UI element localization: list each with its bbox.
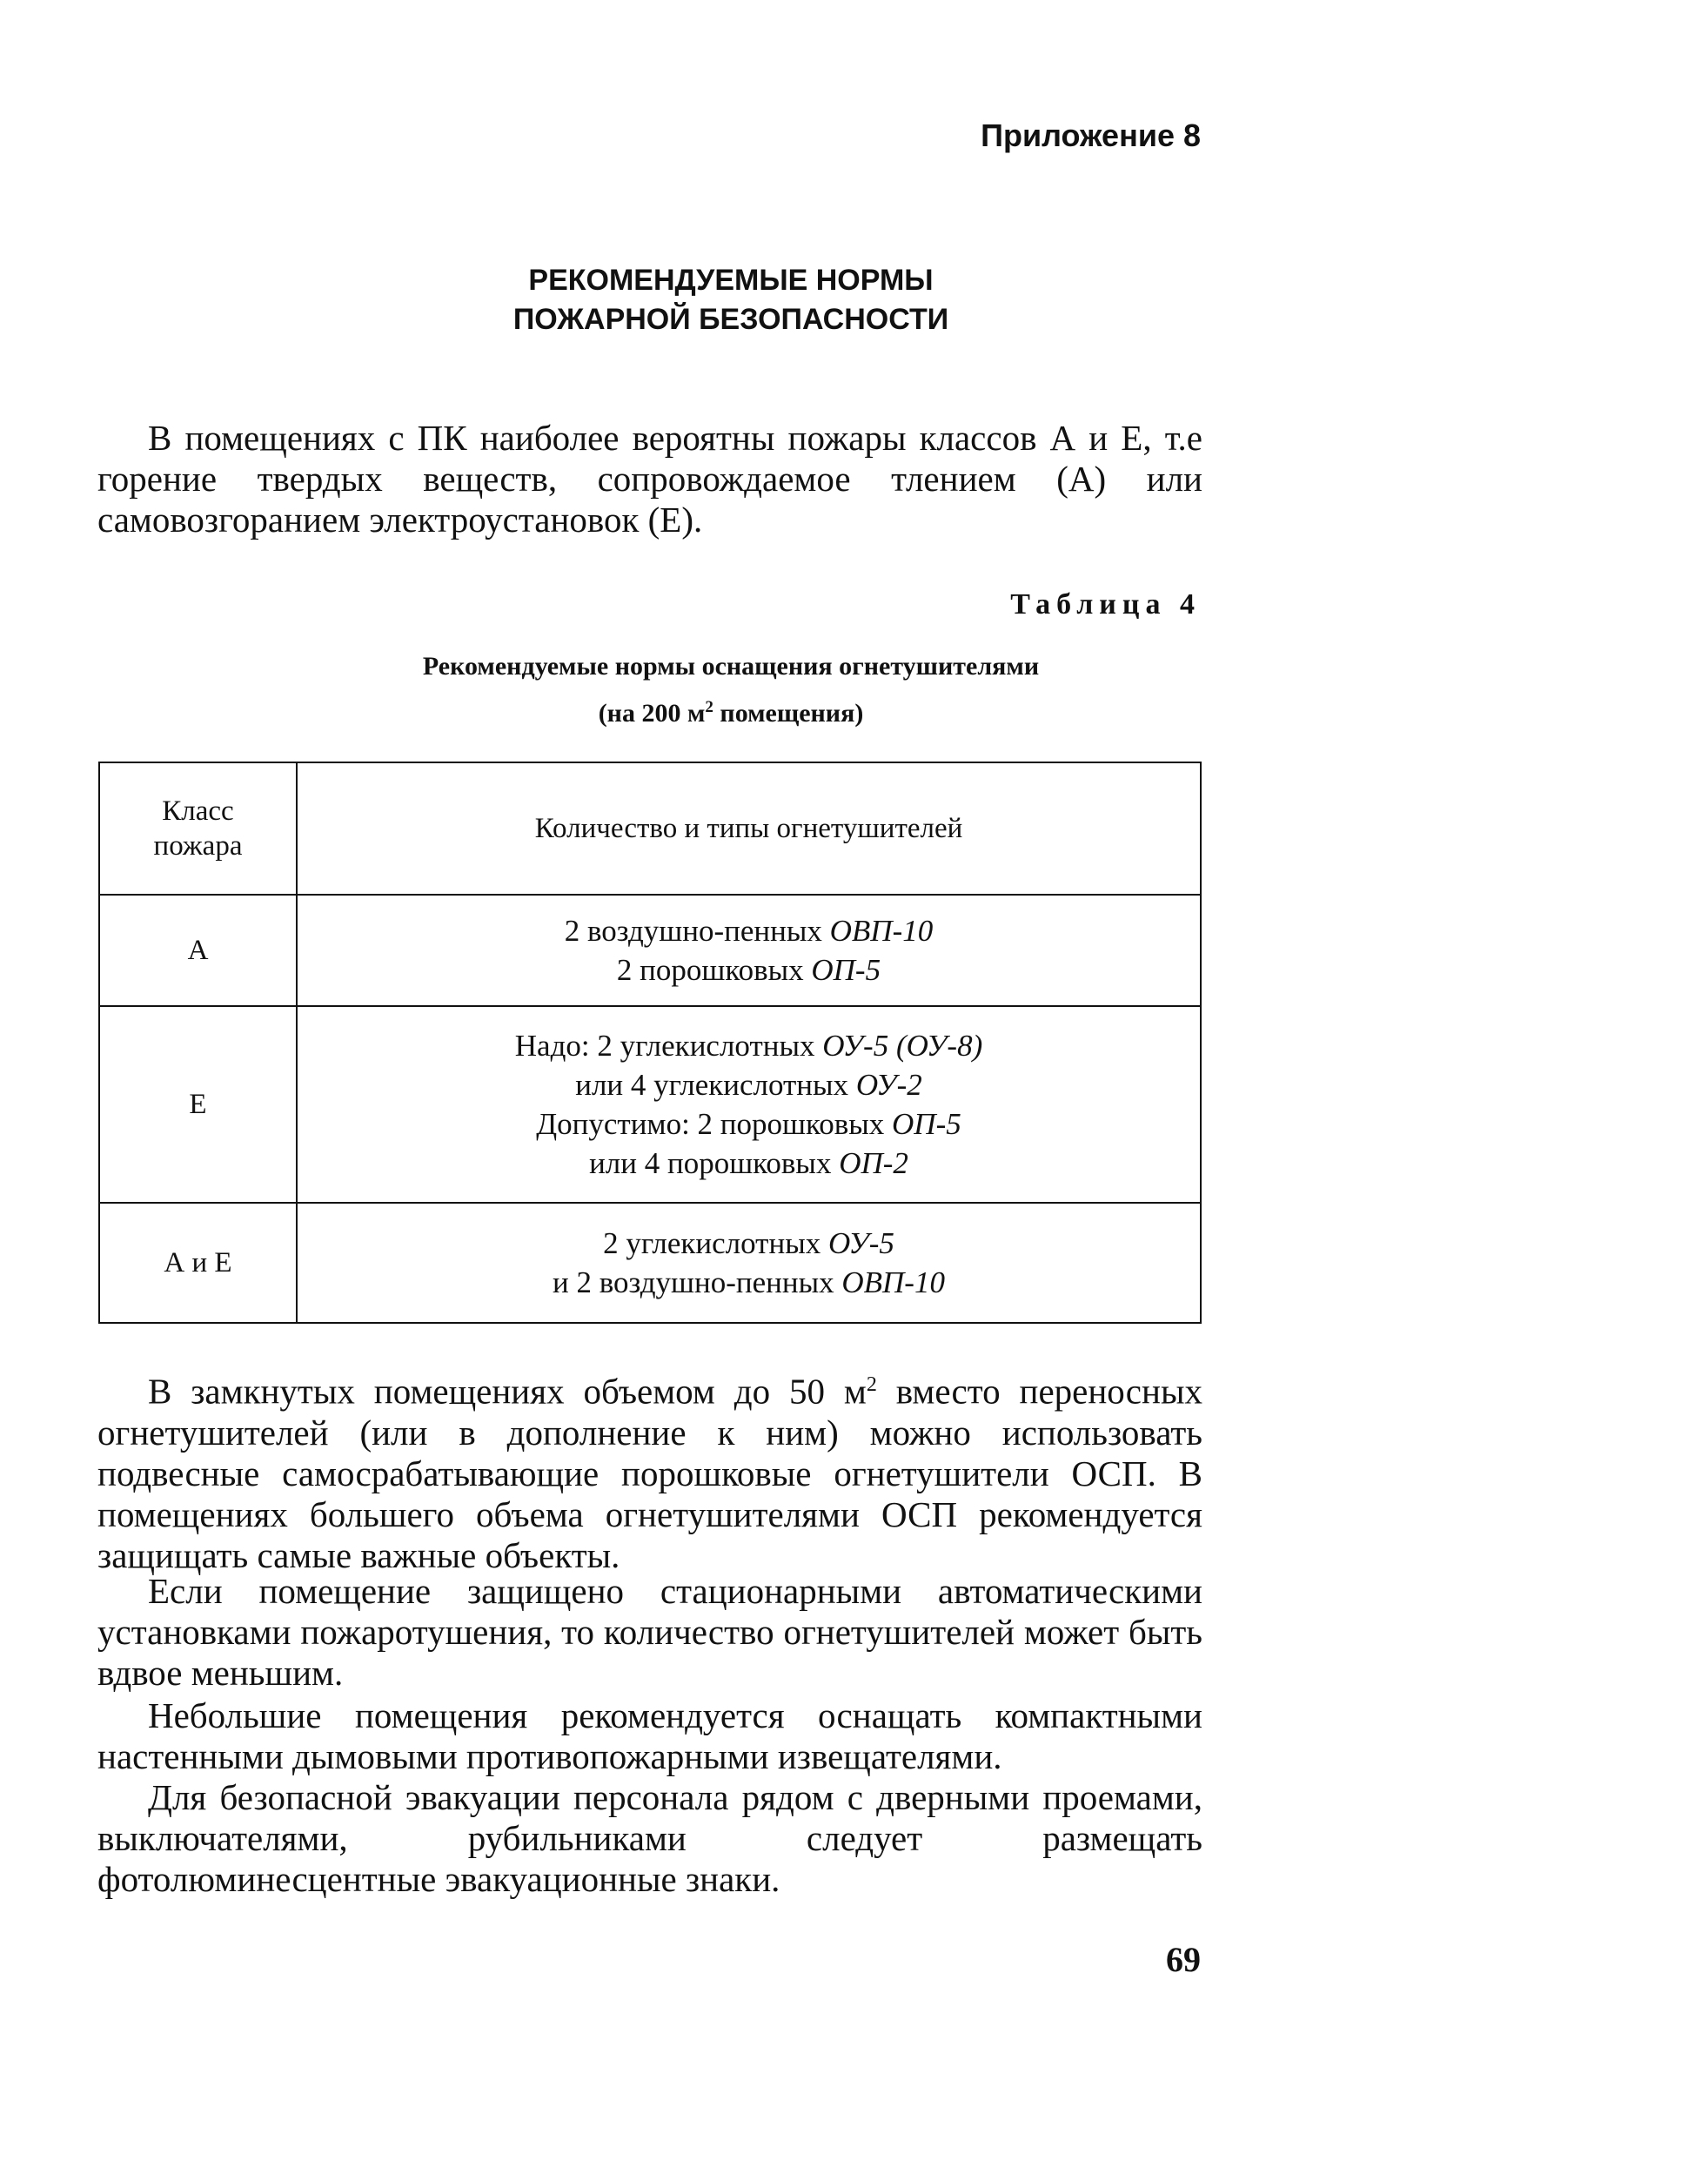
extinguisher-line	[298, 1144, 1200, 1183]
extinguisher-line	[298, 1263, 1200, 1302]
extinguisher-cell	[297, 1203, 1201, 1323]
extinguisher-type: ОВП-10	[841, 1265, 945, 1299]
heading-line-2: ПОЖАРНОЙ БЕЗОПАСНОСТИ	[512, 303, 949, 336]
extinguisher-line	[298, 1065, 1200, 1104]
fire-class-cell: Е	[99, 1006, 297, 1203]
extinguisher-type: ОУ-5 (ОУ-8)	[822, 1029, 983, 1063]
table-header-row	[99, 762, 1201, 895]
line-text: или 4 углекислотных	[575, 1068, 856, 1102]
table-caption	[218, 646, 1244, 734]
caption-text-before: (на 200 м	[598, 699, 706, 728]
extinguisher-cell	[297, 895, 1201, 1006]
line-text: или 4 порошковых	[589, 1146, 840, 1180]
paragraph-osp-before: В замкнутых помещениях объемом до 50 м	[148, 1371, 867, 1412]
line-text: Надо: 2 углекислотных	[514, 1029, 823, 1063]
line-text: 2 углекислотных	[603, 1226, 828, 1260]
table-row	[99, 1006, 1201, 1203]
intro-paragraph: В помещениях с ПК наиболее вероятны пожары классов А и Е, т.е горение твердых веществ, сопровождаемое тлением (А) или самовозгоранием электроустановок (Е).	[97, 418, 1202, 540]
table-label: Таблица 4	[1010, 588, 1201, 621]
extinguisher-line	[298, 1026, 1200, 1065]
table-caption-line-2	[218, 687, 1244, 734]
page-heading	[348, 261, 1114, 339]
paragraph-osp	[97, 1365, 1202, 1576]
table-row	[99, 1203, 1201, 1323]
extinguisher-type: ОП-5	[811, 953, 881, 987]
paragraph-automatic: Если помещение защищено стационарными автоматическими установками пожаротушения, то количество огнетушителей может быть вдвое меньшим.	[97, 1571, 1202, 1693]
line-text: и 2 воздушно-пенных	[553, 1265, 842, 1299]
caption-text-after: помещения)	[713, 699, 864, 728]
paragraph-osp-after: вместо переносных огнетушителей (или в дополнение к ним) можно использовать подвесные самосрабатывающие порошковые огнетушители ОСП. В помещениях большего объема огнетушителями ОСП рекомендуется защищать самые важные объекты.	[97, 1371, 1202, 1575]
appendix-label: Приложение 8	[981, 117, 1201, 153]
header-extinguishers: Количество и типы огнетушителей	[297, 762, 1201, 895]
extinguisher-line	[298, 911, 1200, 950]
line-text: 2 воздушно-пенных	[564, 914, 830, 948]
header-fire-class	[99, 762, 297, 895]
extinguisher-type: ОУ-5	[827, 1226, 894, 1260]
line-text: 2 порошковых	[616, 953, 812, 987]
extinguisher-line	[298, 1224, 1200, 1263]
line-text: Допустимо: 2 порошковых	[536, 1107, 893, 1141]
fire-class-cell: А и Е	[99, 1203, 297, 1323]
extinguisher-line	[298, 950, 1200, 990]
table-caption-line-1: Рекомендуемые нормы оснащения огнетушителями	[422, 652, 1040, 681]
heading-line-1: РЕКОМЕНДУЕМЫЕ НОРМЫ	[528, 264, 934, 297]
extinguisher-cell	[297, 1006, 1201, 1203]
extinguisher-line	[298, 1104, 1200, 1144]
paragraph-osp-superscript: 2	[866, 1373, 877, 1396]
page-number: 69	[1166, 1940, 1201, 1979]
table-row	[99, 895, 1201, 1006]
extinguisher-table	[98, 762, 1202, 1324]
fire-class-cell: А	[99, 895, 297, 1006]
extinguisher-type: ОВП-10	[829, 914, 934, 948]
extinguisher-type: ОУ-2	[855, 1068, 922, 1102]
header-fire-class-text: Класс пожара	[153, 795, 243, 862]
caption-superscript: 2	[705, 698, 713, 716]
extinguisher-type: ОП-5	[892, 1107, 961, 1141]
paragraph-detectors: Небольшие помещения рекомендуется оснащать компактными настенными дымовыми противопожарными извещателями.	[97, 1695, 1202, 1776]
extinguisher-type: ОП-2	[839, 1146, 908, 1180]
paragraph-evacuation: Для безопасной эвакуации персонала рядом с дверными проемами, выключателями, рубильниками следует размещать фотолюминесцентные эвакуационные знаки.	[97, 1777, 1202, 1899]
